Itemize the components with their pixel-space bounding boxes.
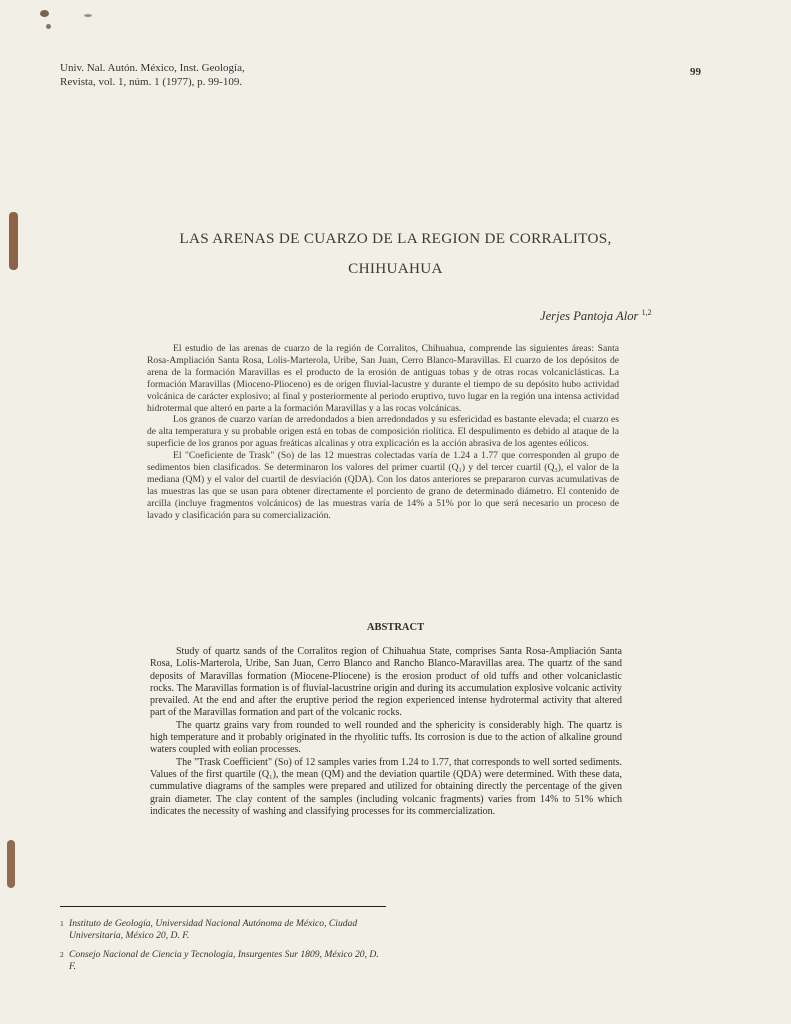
footnote-2 — [60, 949, 390, 972]
corner-stain-mark-2 — [46, 24, 51, 29]
footnote-text: Instituto de Geología, Universidad Nacional Autónoma de México, Ciudad Universitaria, México 20, D. F. — [69, 918, 358, 941]
author-name: Jerjes Pantoja Alor — [540, 309, 639, 324]
author — [540, 308, 652, 324]
title-line-2: CHIHUAHUA — [348, 260, 443, 277]
citation-line-2: Revista, vol. 1, núm. 1 (1977), p. 99-109. — [60, 76, 243, 88]
footnote-marker: 2 — [60, 950, 64, 959]
abstract-paragraph: The quartz grains vary from rounded to well rounded and the sphericity is considerably high. The quartz is high temperature and it probably originated in the rhyolitic tuffs. Its corrosion is due to the action of alkaline ground waters coupled with eolian processes. — [150, 719, 622, 756]
footnote-divider — [60, 906, 386, 907]
resumen-section — [147, 343, 619, 522]
resumen-paragraph: Los granos de cuarzo varían de arredondados a bien arredondados y su esfericidad es bastante elevada; el cuarzo es de alta temperatura y su probable origen está en tobas de composición riolítica. El despulimento es debido al ataque de la superficie de los granos por aguas freáticas alcalinas y otra explicación es la acción abrasiva de los agentes eólicos. — [147, 414, 619, 450]
abstract-section — [150, 646, 622, 818]
corner-stain-mark — [40, 10, 49, 17]
page-number: 99 — [690, 66, 701, 78]
footnote-marker: 1 — [60, 919, 64, 928]
footnote-text: Consejo Nacional de Ciencia y Tecnología, Insurgentes Sur 1809, México 20, D. F. — [69, 949, 379, 972]
abstract-heading: ABSTRACT — [366, 622, 425, 633]
citation-line-1: Univ. Nal. Autón. México, Inst. Geología, — [60, 62, 245, 74]
binding-stain-bottom — [7, 840, 15, 888]
title-line-1: LAS ARENAS DE CUARZO DE LA REGION DE CORRALITOS, — [179, 230, 612, 247]
footnote-1 — [60, 918, 390, 941]
abstract-paragraph: Study of quartz sands of the Corralitos region of Chihuahua State, comprises Santa Rosa-Ampliación Santa Rosa, Lolis-Marterola, Uribe, San Juan, Cerro Blanco and Rancho Blanco-Maravillas area. The quartz of the sand deposits of Maravillas formation (Miocene-Pliocene) is the erosion product of old tuffs and other volcaniclastic rocks. The Maravillas formation is of fluvial-lacustrine origin and during its accumulation explosive volcanic activity prevailed. At the end and after the eruptive period the region experienced intense hydrotermal activity that altered part of the Maravillas formation and part of the volcanic rocks. — [150, 646, 622, 719]
abstract-paragraph: The "Trask Coefficient" (So) of 12 samples varies from 1.24 to 1.77, that corresponds to well sorted sediments. Values of the first quartile (Q₁), the mean (QM) and the deviation quartile (QDA) were determined. With these data, cummulative diagrams of the samples were prepared and utilized for obtaining directly the percentage of the given grain diameter. The clay content of the samples (including volcanic fragments) varies from 14% to 51% which indicates the necessity of washing and classifying processes for its commercialization. — [150, 756, 622, 817]
corner-stain-mark-3 — [84, 14, 92, 17]
resumen-paragraph: El estudio de las arenas de cuarzo de la región de Corralitos, Chihuahua, comprende las siguientes áreas: Santa Rosa-Ampliación Santa Rosa, Lolis-Marterola, Uribe, San Juan, Cerro Blanco-Maravillas. El cuarzo de los depósitos de arena de la formación Maravillas es el producto de la erosión de antiguas tobas y de otras rocas volcaniclásticas. La formación Maravillas (Mioceno-Plioceno) es de origen fluvial-lacustre y durante el tiempo de su depósito hubo actividad volcánica de carácter explosivo; al final y posteriormente al periodo eruptivo, tuvo lugar en la región una intensa actividad hidrotermal que alteró en parte a la formación Maravillas y a las rocas volcánicas. — [147, 343, 619, 414]
journal-citation — [60, 61, 245, 89]
resumen-paragraph: El "Coeficiente de Trask" (So) de las 12 muestras colectadas varía de 1.24 a 1.77 que corresponden al grupo de sedimentos bien clasificados. Se determinaron los valores del primer cuartil (Q₁) y del tercer cuartil (Q₃), el valor de la mediana (QM) y el valor del cuartil de desviación (QDA). Con los datos anteriores se prepararon curvas acumulativas de las muestras las que se usan para obtener directamente el porciento de grano de determinado diámetro. El contenido de arcilla (incluye fragmentos volcánicos) de las muestras varía de 14% a 51% por lo que será necesario un proceso de lavado y clasificación para su comercialización. — [147, 450, 619, 521]
author-footnote-marks: 1,2 — [641, 308, 652, 317]
